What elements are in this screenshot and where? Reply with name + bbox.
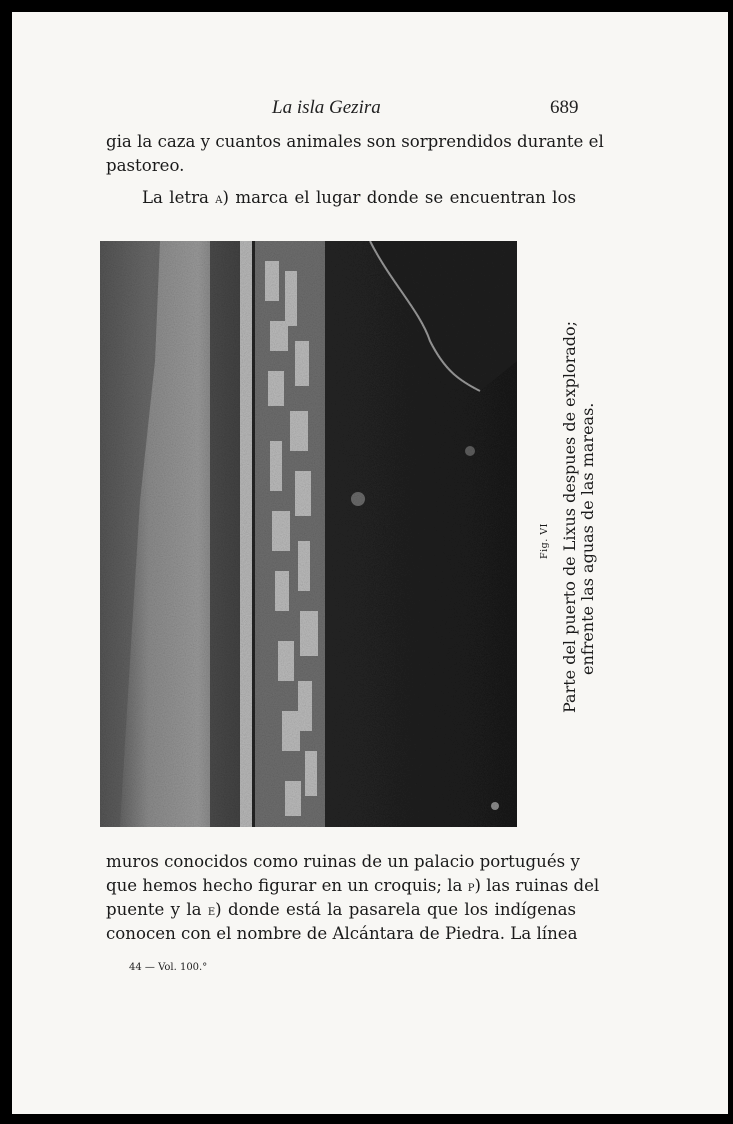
paragraph-bottom — [106, 850, 600, 946]
caption-line: Parte del puerto de Lixus despues de explorado; — [560, 320, 579, 713]
marker-letter: e — [207, 903, 216, 919]
paragraph-top — [106, 130, 604, 210]
text-line — [106, 186, 576, 210]
text-line — [106, 898, 576, 922]
text-line — [106, 874, 600, 898]
text-line: muros conocidos como ruinas de un palacio portugués y — [106, 852, 580, 871]
page-number: 689 — [550, 97, 579, 118]
running-header-title: La isla Gezira — [272, 97, 381, 118]
text-fragment: que hemos hecho figurar en un croquis; la — [106, 876, 468, 895]
aerial-photograph — [100, 241, 517, 827]
photo-illustration — [100, 241, 517, 827]
text-line: conocen con el nombre de Alcántara de Piedra. La línea — [106, 924, 578, 943]
text-line: pastoreo. — [106, 156, 185, 175]
text-fragment: puente y la — [106, 900, 208, 919]
text-fragment: La letra — [142, 188, 216, 207]
text-fragment: ) marca el lugar donde se encuentran los — [222, 188, 576, 207]
page — [12, 12, 728, 1114]
text-line: gia la caza y cuantos animales son sorprendidos durante el — [106, 132, 604, 151]
figure-label: Fig. VI — [539, 523, 550, 559]
figure-caption — [532, 320, 607, 717]
signature-mark: 44 — Vol. 100.° — [129, 962, 208, 973]
marker-letter: a — [215, 191, 223, 207]
text-fragment: ) donde está la pasarela que los indígenas — [215, 900, 576, 919]
marker-letter: p — [467, 879, 475, 895]
caption-line: enfrente las aguas de las mareas. — [578, 402, 597, 675]
text-fragment: ) las ruinas del — [474, 876, 600, 895]
